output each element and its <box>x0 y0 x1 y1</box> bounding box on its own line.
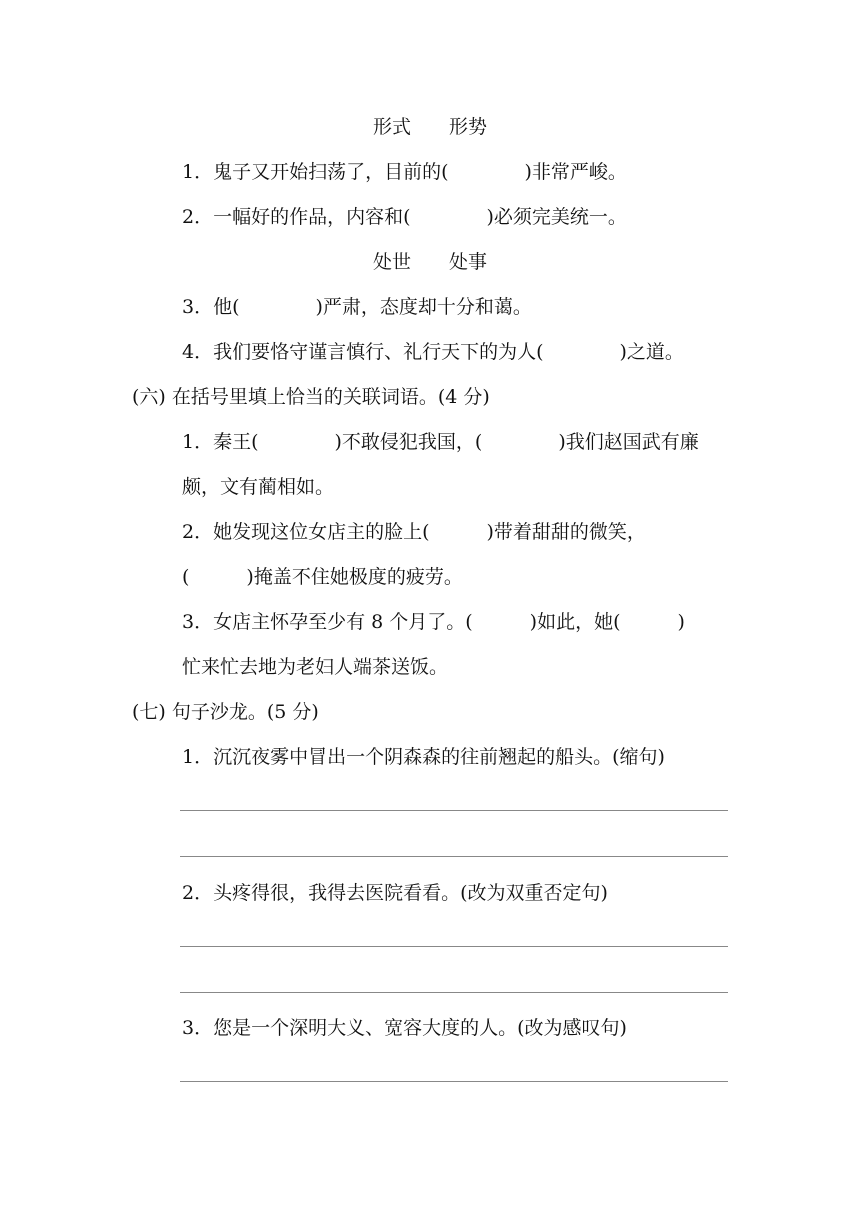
question-text: 2．头疼得很，我得去医院看看。(改为双重否定句) <box>182 882 608 904</box>
question-text: 1．秦王( )不敢侵犯我国，( )我们赵国武有廉 <box>182 431 699 453</box>
question-text: 1．沉沉夜雾中冒出一个阴森森的往前翘起的船头。(缩句) <box>182 746 665 768</box>
section-heading: (七) 句子沙龙。(5 分) <box>132 701 319 723</box>
question-text: 忙来忙去地为老妇人端茶送饭。 <box>182 656 449 678</box>
answer-line[interactable] <box>180 946 728 947</box>
question-text: 2．一幅好的作品，内容和( )必须完美统一。 <box>182 206 627 228</box>
question-text: 3．女店主怀孕至少有 8 个月了。( )如此，她( ) <box>182 611 685 633</box>
word-pair-heading: 处世 处事 <box>372 251 487 273</box>
question-text: 3．他( )严肃，态度却十分和蔼。 <box>182 296 532 318</box>
question-text: 颇，文有蔺相如。 <box>182 476 335 498</box>
answer-line[interactable] <box>180 1081 728 1082</box>
question-text: 1．鬼子又开始扫荡了，目前的( )非常严峻。 <box>182 161 627 183</box>
question-text: 3．您是一个深明大义、宽容大度的人。(改为感叹句) <box>182 1017 627 1039</box>
answer-line[interactable] <box>180 856 728 857</box>
question-text: 4．我们要恪守谨言慎行、礼行天下的为人( )之道。 <box>182 341 684 363</box>
question-text: ( )掩盖不住她极度的疲劳。 <box>182 566 463 588</box>
answer-line[interactable] <box>180 810 728 811</box>
question-text: 2．她发现这位女店主的脸上( )带着甜甜的微笑， <box>182 521 646 543</box>
section-heading: (六) 在括号里填上恰当的关联词语。(4 分) <box>132 386 490 408</box>
answer-line[interactable] <box>180 992 728 993</box>
word-pair-heading: 形式 形势 <box>372 116 487 138</box>
